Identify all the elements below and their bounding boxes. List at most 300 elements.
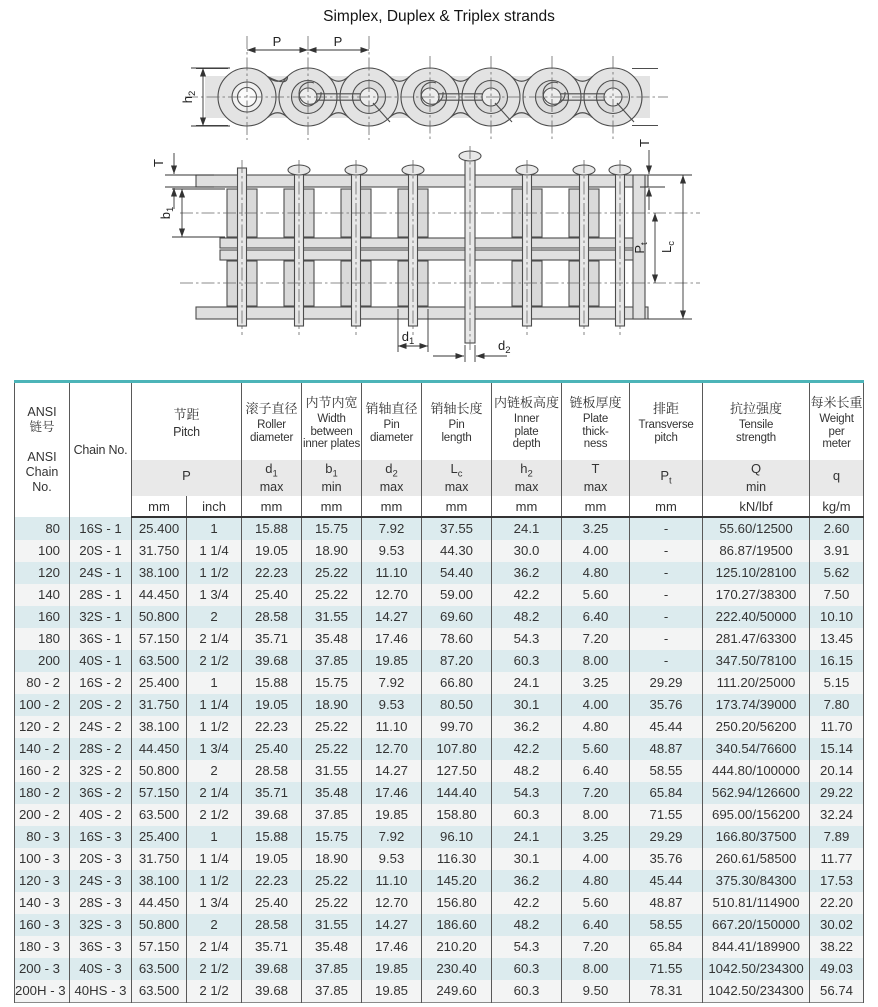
table-cell: 28S - 1: [70, 584, 132, 606]
table-cell: 44.450: [132, 738, 187, 760]
table-row: [15, 606, 864, 628]
table-row: [15, 914, 864, 936]
table-cell: 39.68: [242, 650, 302, 672]
table-cell: 2 1/2: [187, 804, 242, 826]
table-cell: 48.87: [630, 892, 703, 914]
table-cell: 28S - 3: [70, 892, 132, 914]
table-cell: 31.55: [302, 760, 362, 782]
table-cell: 39.68: [242, 958, 302, 980]
table-cell: 71.55: [630, 804, 703, 826]
table-cell: 57.150: [132, 782, 187, 804]
table-cell: 9.53: [362, 848, 422, 870]
table-cell: 28.58: [242, 760, 302, 782]
table-cell: 1 1/4: [187, 540, 242, 562]
table-cell: 2 1/2: [187, 980, 242, 1003]
table-cell: 65.84: [630, 782, 703, 804]
table-cell: 200H - 3: [15, 980, 70, 1003]
unit-mm: mm: [492, 496, 562, 517]
table-cell: 2: [187, 606, 242, 628]
table-cell: 39.68: [242, 804, 302, 826]
table-cell: 230.40: [422, 958, 492, 980]
table-cell: 1 1/2: [187, 716, 242, 738]
table-cell: 844.41/189900: [703, 936, 810, 958]
table-cell: 37.55: [422, 517, 492, 540]
dimension-p2-label: P: [333, 34, 343, 49]
table-row: [15, 848, 864, 870]
table-cell: 86.87/19500: [703, 540, 810, 562]
col-header-transverse-pitch: 排距 Transverse pitch: [630, 382, 703, 461]
table-cell: 59.00: [422, 584, 492, 606]
symbol-d1: $d_1$ max: [242, 460, 302, 496]
table-cell: 160: [15, 606, 70, 628]
table-cell: 48.2: [492, 606, 562, 628]
table-cell: 20.14: [810, 760, 864, 782]
table-cell: 1 3/4: [187, 584, 242, 606]
table-cell: 35.48: [302, 782, 362, 804]
col-header-inner-plate-depth: 内链板高度 Inner plate depth: [492, 382, 562, 461]
symbol-d2: $d_2$ max: [362, 460, 422, 496]
table-cell: 78.60: [422, 628, 492, 650]
table-cell: 71.55: [630, 958, 703, 980]
table-cell: 80 - 2: [15, 672, 70, 694]
table-cell: 14.27: [362, 914, 422, 936]
dimension-pt-label: $P_t$: [632, 242, 650, 254]
table-cell: 19.05: [242, 540, 302, 562]
table-cell: 25.40: [242, 584, 302, 606]
table-row: [15, 804, 864, 826]
table-cell: 36S - 2: [70, 782, 132, 804]
table-cell: 17.46: [362, 782, 422, 804]
table-cell: 173.74/39000: [703, 694, 810, 716]
table-cell: 28.58: [242, 606, 302, 628]
table-row: [15, 584, 864, 606]
chain-spec-table: [14, 380, 864, 1003]
table-cell: 4.00: [562, 848, 630, 870]
table-cell: 180: [15, 628, 70, 650]
table-cell: 125.10/28100: [703, 562, 810, 584]
table-cell: 36.2: [492, 562, 562, 584]
table-cell: 32S - 3: [70, 914, 132, 936]
table-cell: 30.1: [492, 694, 562, 716]
table-cell: 8.00: [562, 958, 630, 980]
table-cell: 40S - 1: [70, 650, 132, 672]
table-cell: 5.60: [562, 892, 630, 914]
unit-kn-lbf: kN/lbf: [703, 496, 810, 517]
table-cell: 140: [15, 584, 70, 606]
table-cell: 20S - 3: [70, 848, 132, 870]
table-cell: 340.54/76600: [703, 738, 810, 760]
dimension-t-right-label: T: [637, 139, 652, 147]
table-cell: 158.80: [422, 804, 492, 826]
table-cell: 25.22: [302, 892, 362, 914]
table-cell: 15.88: [242, 517, 302, 540]
table-cell: 144.40: [422, 782, 492, 804]
table-cell: 2 1/4: [187, 628, 242, 650]
table-cell: 1: [187, 672, 242, 694]
dimension-b1-label: $b_1$: [158, 206, 176, 220]
table-cell: 58.55: [630, 760, 703, 782]
table-cell: 32S - 2: [70, 760, 132, 782]
table-cell: 4.00: [562, 694, 630, 716]
table-cell: 11.10: [362, 716, 422, 738]
col-header-plate-thickness: 链板厚度 Plate thick- ness: [562, 382, 630, 461]
table-cell: 17.46: [362, 936, 422, 958]
table-cell: 19.85: [362, 650, 422, 672]
table-cell: 15.88: [242, 672, 302, 694]
unit-mm: mm: [132, 496, 187, 517]
table-cell: -: [630, 540, 703, 562]
table-cell: 80: [15, 517, 70, 540]
table-cell: 7.92: [362, 672, 422, 694]
table-row: [15, 650, 864, 672]
table-cell: 200 - 3: [15, 958, 70, 980]
table-cell: 96.10: [422, 826, 492, 848]
table-cell: 562.94/126600: [703, 782, 810, 804]
spec-table-container: [14, 380, 864, 1003]
table-cell: 16S - 2: [70, 672, 132, 694]
table-cell: 19.05: [242, 694, 302, 716]
table-cell: 18.90: [302, 848, 362, 870]
table-cell: 24S - 2: [70, 716, 132, 738]
table-cell: 695.00/156200: [703, 804, 810, 826]
table-cell: 15.14: [810, 738, 864, 760]
table-cell: 7.20: [562, 782, 630, 804]
table-cell: 50.800: [132, 760, 187, 782]
table-cell: 29.29: [630, 672, 703, 694]
table-cell: 15.75: [302, 672, 362, 694]
table-cell: 2 1/2: [187, 958, 242, 980]
symbol-q-weight: q: [810, 460, 864, 496]
unit-kg-m: kg/m: [810, 496, 864, 517]
table-row: [15, 870, 864, 892]
table-row: [15, 936, 864, 958]
table-cell: 6.40: [562, 760, 630, 782]
table-cell: 2.60: [810, 517, 864, 540]
table-row: [15, 672, 864, 694]
chain-side-view: [180, 34, 668, 140]
table-cell: 56.74: [810, 980, 864, 1003]
table-cell: 42.2: [492, 584, 562, 606]
table-cell: 11.10: [362, 562, 422, 584]
dimension-d2-label: $d_2$: [498, 338, 511, 356]
table-cell: 9.53: [362, 694, 422, 716]
table-cell: 28.58: [242, 914, 302, 936]
table-cell: 11.77: [810, 848, 864, 870]
table-cell: 2 1/4: [187, 782, 242, 804]
table-cell: 375.30/84300: [703, 870, 810, 892]
table-cell: 48.87: [630, 738, 703, 760]
table-body: [15, 517, 864, 1003]
table-cell: 12.70: [362, 738, 422, 760]
table-cell: 22.23: [242, 562, 302, 584]
table-cell: 127.50: [422, 760, 492, 782]
unit-mm: mm: [242, 496, 302, 517]
table-cell: 100: [15, 540, 70, 562]
table-cell: 25.22: [302, 716, 362, 738]
table-cell: 145.20: [422, 870, 492, 892]
table-cell: 18.90: [302, 540, 362, 562]
table-cell: 54.40: [422, 562, 492, 584]
col-header-pin-diameter: 销轴直径 Pin diameter: [362, 382, 422, 461]
table-cell: 42.2: [492, 892, 562, 914]
table-cell: 667.20/150000: [703, 914, 810, 936]
table-cell: 120 - 3: [15, 870, 70, 892]
table-cell: 60.3: [492, 650, 562, 672]
table-cell: 32S - 1: [70, 606, 132, 628]
table-cell: 31.750: [132, 694, 187, 716]
table-cell: 24S - 3: [70, 870, 132, 892]
table-cell: 11.70: [810, 716, 864, 738]
table-cell: -: [630, 628, 703, 650]
table-cell: 35.71: [242, 628, 302, 650]
table-cell: 35.76: [630, 848, 703, 870]
table-cell: 25.22: [302, 870, 362, 892]
table-cell: 18.90: [302, 694, 362, 716]
table-cell: 2 1/2: [187, 650, 242, 672]
table-cell: 347.50/78100: [703, 650, 810, 672]
table-cell: 1042.50/234300: [703, 958, 810, 980]
unit-mm: mm: [302, 496, 362, 517]
table-cell: 35.48: [302, 936, 362, 958]
table-cell: 19.85: [362, 804, 422, 826]
table-cell: 5.60: [562, 738, 630, 760]
table-cell: 100 - 2: [15, 694, 70, 716]
table-cell: 5.62: [810, 562, 864, 584]
table-cell: 36S - 3: [70, 936, 132, 958]
table-cell: 60.3: [492, 804, 562, 826]
table-cell: 63.500: [132, 958, 187, 980]
table-cell: 54.3: [492, 782, 562, 804]
table-cell: 31.750: [132, 540, 187, 562]
table-cell: 50.800: [132, 606, 187, 628]
table-cell: 38.100: [132, 716, 187, 738]
table-cell: 19.05: [242, 848, 302, 870]
table-cell: 19.85: [362, 958, 422, 980]
table-cell: 1 1/4: [187, 694, 242, 716]
table-cell: 16S - 3: [70, 826, 132, 848]
table-cell: 37.85: [302, 804, 362, 826]
table-cell: 16S - 1: [70, 517, 132, 540]
table-cell: 80 - 3: [15, 826, 70, 848]
col-header-tensile-strength: 抗拉强度 Tensile strength: [703, 382, 810, 461]
table-cell: 54.3: [492, 628, 562, 650]
table-cell: 170.27/38300: [703, 584, 810, 606]
table-row: [15, 826, 864, 848]
table-cell: 30.02: [810, 914, 864, 936]
table-cell: 25.22: [302, 562, 362, 584]
dimension-t-left-label: T: [151, 159, 166, 167]
symbol-lc: $L_c$ max: [422, 460, 492, 496]
table-cell: 1 1/4: [187, 848, 242, 870]
unit-mm: mm: [630, 496, 703, 517]
table-cell: 48.2: [492, 914, 562, 936]
table-cell: 22.23: [242, 870, 302, 892]
table-row: [15, 980, 864, 1003]
chain-plan-view: [151, 139, 700, 362]
table-cell: 22.20: [810, 892, 864, 914]
table-cell: 2: [187, 760, 242, 782]
unit-mm: mm: [562, 496, 630, 517]
table-cell: 40S - 2: [70, 804, 132, 826]
table-cell: 11.10: [362, 870, 422, 892]
table-cell: 36.2: [492, 716, 562, 738]
symbol-q-strength: Q min: [703, 460, 810, 496]
table-row: [15, 716, 864, 738]
table-cell: 25.400: [132, 826, 187, 848]
table-cell: 6.40: [562, 606, 630, 628]
table-cell: 15.75: [302, 517, 362, 540]
table-cell: 25.400: [132, 672, 187, 694]
table-cell: 156.80: [422, 892, 492, 914]
table-cell: 37.85: [302, 980, 362, 1003]
table-cell: 38.22: [810, 936, 864, 958]
table-cell: 1: [187, 826, 242, 848]
col-header-pitch: 节距 Pitch: [132, 382, 242, 461]
table-row: [15, 517, 864, 540]
dimension-h2-label: $h_2$: [180, 90, 198, 104]
table-cell: 116.30: [422, 848, 492, 870]
table-cell: 2 1/4: [187, 936, 242, 958]
table-cell: 44.450: [132, 892, 187, 914]
table-cell: 160 - 3: [15, 914, 70, 936]
table-cell: 25.22: [302, 584, 362, 606]
table-cell: 14.27: [362, 606, 422, 628]
table-cell: 249.60: [422, 980, 492, 1003]
table-cell: 3.25: [562, 826, 630, 848]
table-row: [15, 958, 864, 980]
table-cell: 25.40: [242, 738, 302, 760]
table-cell: 99.70: [422, 716, 492, 738]
table-cell: 4.80: [562, 716, 630, 738]
table-cell: 65.84: [630, 936, 703, 958]
dimension-p1-label: P: [272, 34, 282, 49]
table-cell: 32.24: [810, 804, 864, 826]
table-cell: 5.60: [562, 584, 630, 606]
table-cell: -: [630, 606, 703, 628]
table-cell: 17.53: [810, 870, 864, 892]
table-cell: 1 3/4: [187, 892, 242, 914]
table-cell: 19.85: [362, 980, 422, 1003]
table-cell: 17.46: [362, 628, 422, 650]
table-cell: 120 - 2: [15, 716, 70, 738]
table-cell: 39.68: [242, 980, 302, 1003]
table-cell: 35.76: [630, 694, 703, 716]
table-cell: 260.61/58500: [703, 848, 810, 870]
table-cell: 222.40/50000: [703, 606, 810, 628]
table-cell: 250.20/56200: [703, 716, 810, 738]
table-cell: 24.1: [492, 826, 562, 848]
symbol-b1: $b_1$ min: [302, 460, 362, 496]
table-cell: 60.3: [492, 958, 562, 980]
table-cell: 24.1: [492, 517, 562, 540]
table-cell: 15.75: [302, 826, 362, 848]
table-cell: 25.400: [132, 517, 187, 540]
table-header: [15, 382, 864, 518]
table-cell: 63.500: [132, 804, 187, 826]
col-header-ansi-chain-no: ANSI 链号 ANSI Chain No.: [15, 382, 70, 518]
table-cell: 42.2: [492, 738, 562, 760]
table-cell: 57.150: [132, 936, 187, 958]
table-cell: 87.20: [422, 650, 492, 672]
table-cell: 180 - 3: [15, 936, 70, 958]
col-header-roller-diameter: 滚子直径 Roller diameter: [242, 382, 302, 461]
table-cell: 8.00: [562, 650, 630, 672]
table-cell: 54.3: [492, 936, 562, 958]
symbol-h2: $h_2$ max: [492, 460, 562, 496]
table-cell: 13.45: [810, 628, 864, 650]
col-header-weight-per-meter: 每米长重 Weight per meter: [810, 382, 864, 461]
table-cell: 1 1/2: [187, 562, 242, 584]
table-cell: -: [630, 584, 703, 606]
table-cell: -: [630, 650, 703, 672]
table-row: [15, 760, 864, 782]
table-cell: 10.10: [810, 606, 864, 628]
table-cell: -: [630, 517, 703, 540]
table-cell: 35.71: [242, 936, 302, 958]
table-cell: 7.50: [810, 584, 864, 606]
table-cell: 36.2: [492, 870, 562, 892]
table-cell: 25.40: [242, 892, 302, 914]
table-cell: 1042.50/234300: [703, 980, 810, 1003]
col-header-chain-no: Chain No.: [70, 382, 132, 518]
table-cell: 15.88: [242, 826, 302, 848]
table-cell: 35.71: [242, 782, 302, 804]
table-cell: 80.50: [422, 694, 492, 716]
table-cell: 63.500: [132, 650, 187, 672]
table-cell: 25.22: [302, 738, 362, 760]
table-cell: 6.40: [562, 914, 630, 936]
table-cell: 31.55: [302, 914, 362, 936]
table-row: [15, 694, 864, 716]
table-cell: 7.20: [562, 936, 630, 958]
table-cell: 166.80/37500: [703, 826, 810, 848]
table-cell: 1 1/2: [187, 870, 242, 892]
table-cell: 200 - 2: [15, 804, 70, 826]
table-cell: 40S - 3: [70, 958, 132, 980]
table-cell: 444.80/100000: [703, 760, 810, 782]
table-cell: 49.03: [810, 958, 864, 980]
table-cell: 281.47/63300: [703, 628, 810, 650]
table-cell: 37.85: [302, 650, 362, 672]
table-cell: 40HS - 3: [70, 980, 132, 1003]
table-cell: 30.1: [492, 848, 562, 870]
table-cell: 29.29: [630, 826, 703, 848]
table-cell: 3.25: [562, 517, 630, 540]
table-cell: 45.44: [630, 716, 703, 738]
table-row: [15, 562, 864, 584]
table-cell: 7.92: [362, 826, 422, 848]
table-cell: 4.80: [562, 870, 630, 892]
table-row: [15, 892, 864, 914]
page-title: Simplex, Duplex & Triplex strands: [323, 8, 555, 25]
table-cell: 35.48: [302, 628, 362, 650]
table-cell: 24.1: [492, 672, 562, 694]
table-cell: 510.81/114900: [703, 892, 810, 914]
symbol-pt: $P_t$: [630, 460, 703, 496]
table-cell: 107.80: [422, 738, 492, 760]
symbol-pitch: P: [132, 460, 242, 496]
dimension-lc-label: $L_c$: [659, 241, 677, 253]
col-header-pin-length: 销轴长度 Pin length: [422, 382, 492, 461]
table-cell: 186.60: [422, 914, 492, 936]
table-cell: 38.100: [132, 870, 187, 892]
table-cell: 78.31: [630, 980, 703, 1003]
table-cell: 2: [187, 914, 242, 936]
chain-technical-drawing: [0, 26, 878, 378]
table-cell: 3.25: [562, 672, 630, 694]
table-cell: 8.00: [562, 804, 630, 826]
table-cell: 120: [15, 562, 70, 584]
